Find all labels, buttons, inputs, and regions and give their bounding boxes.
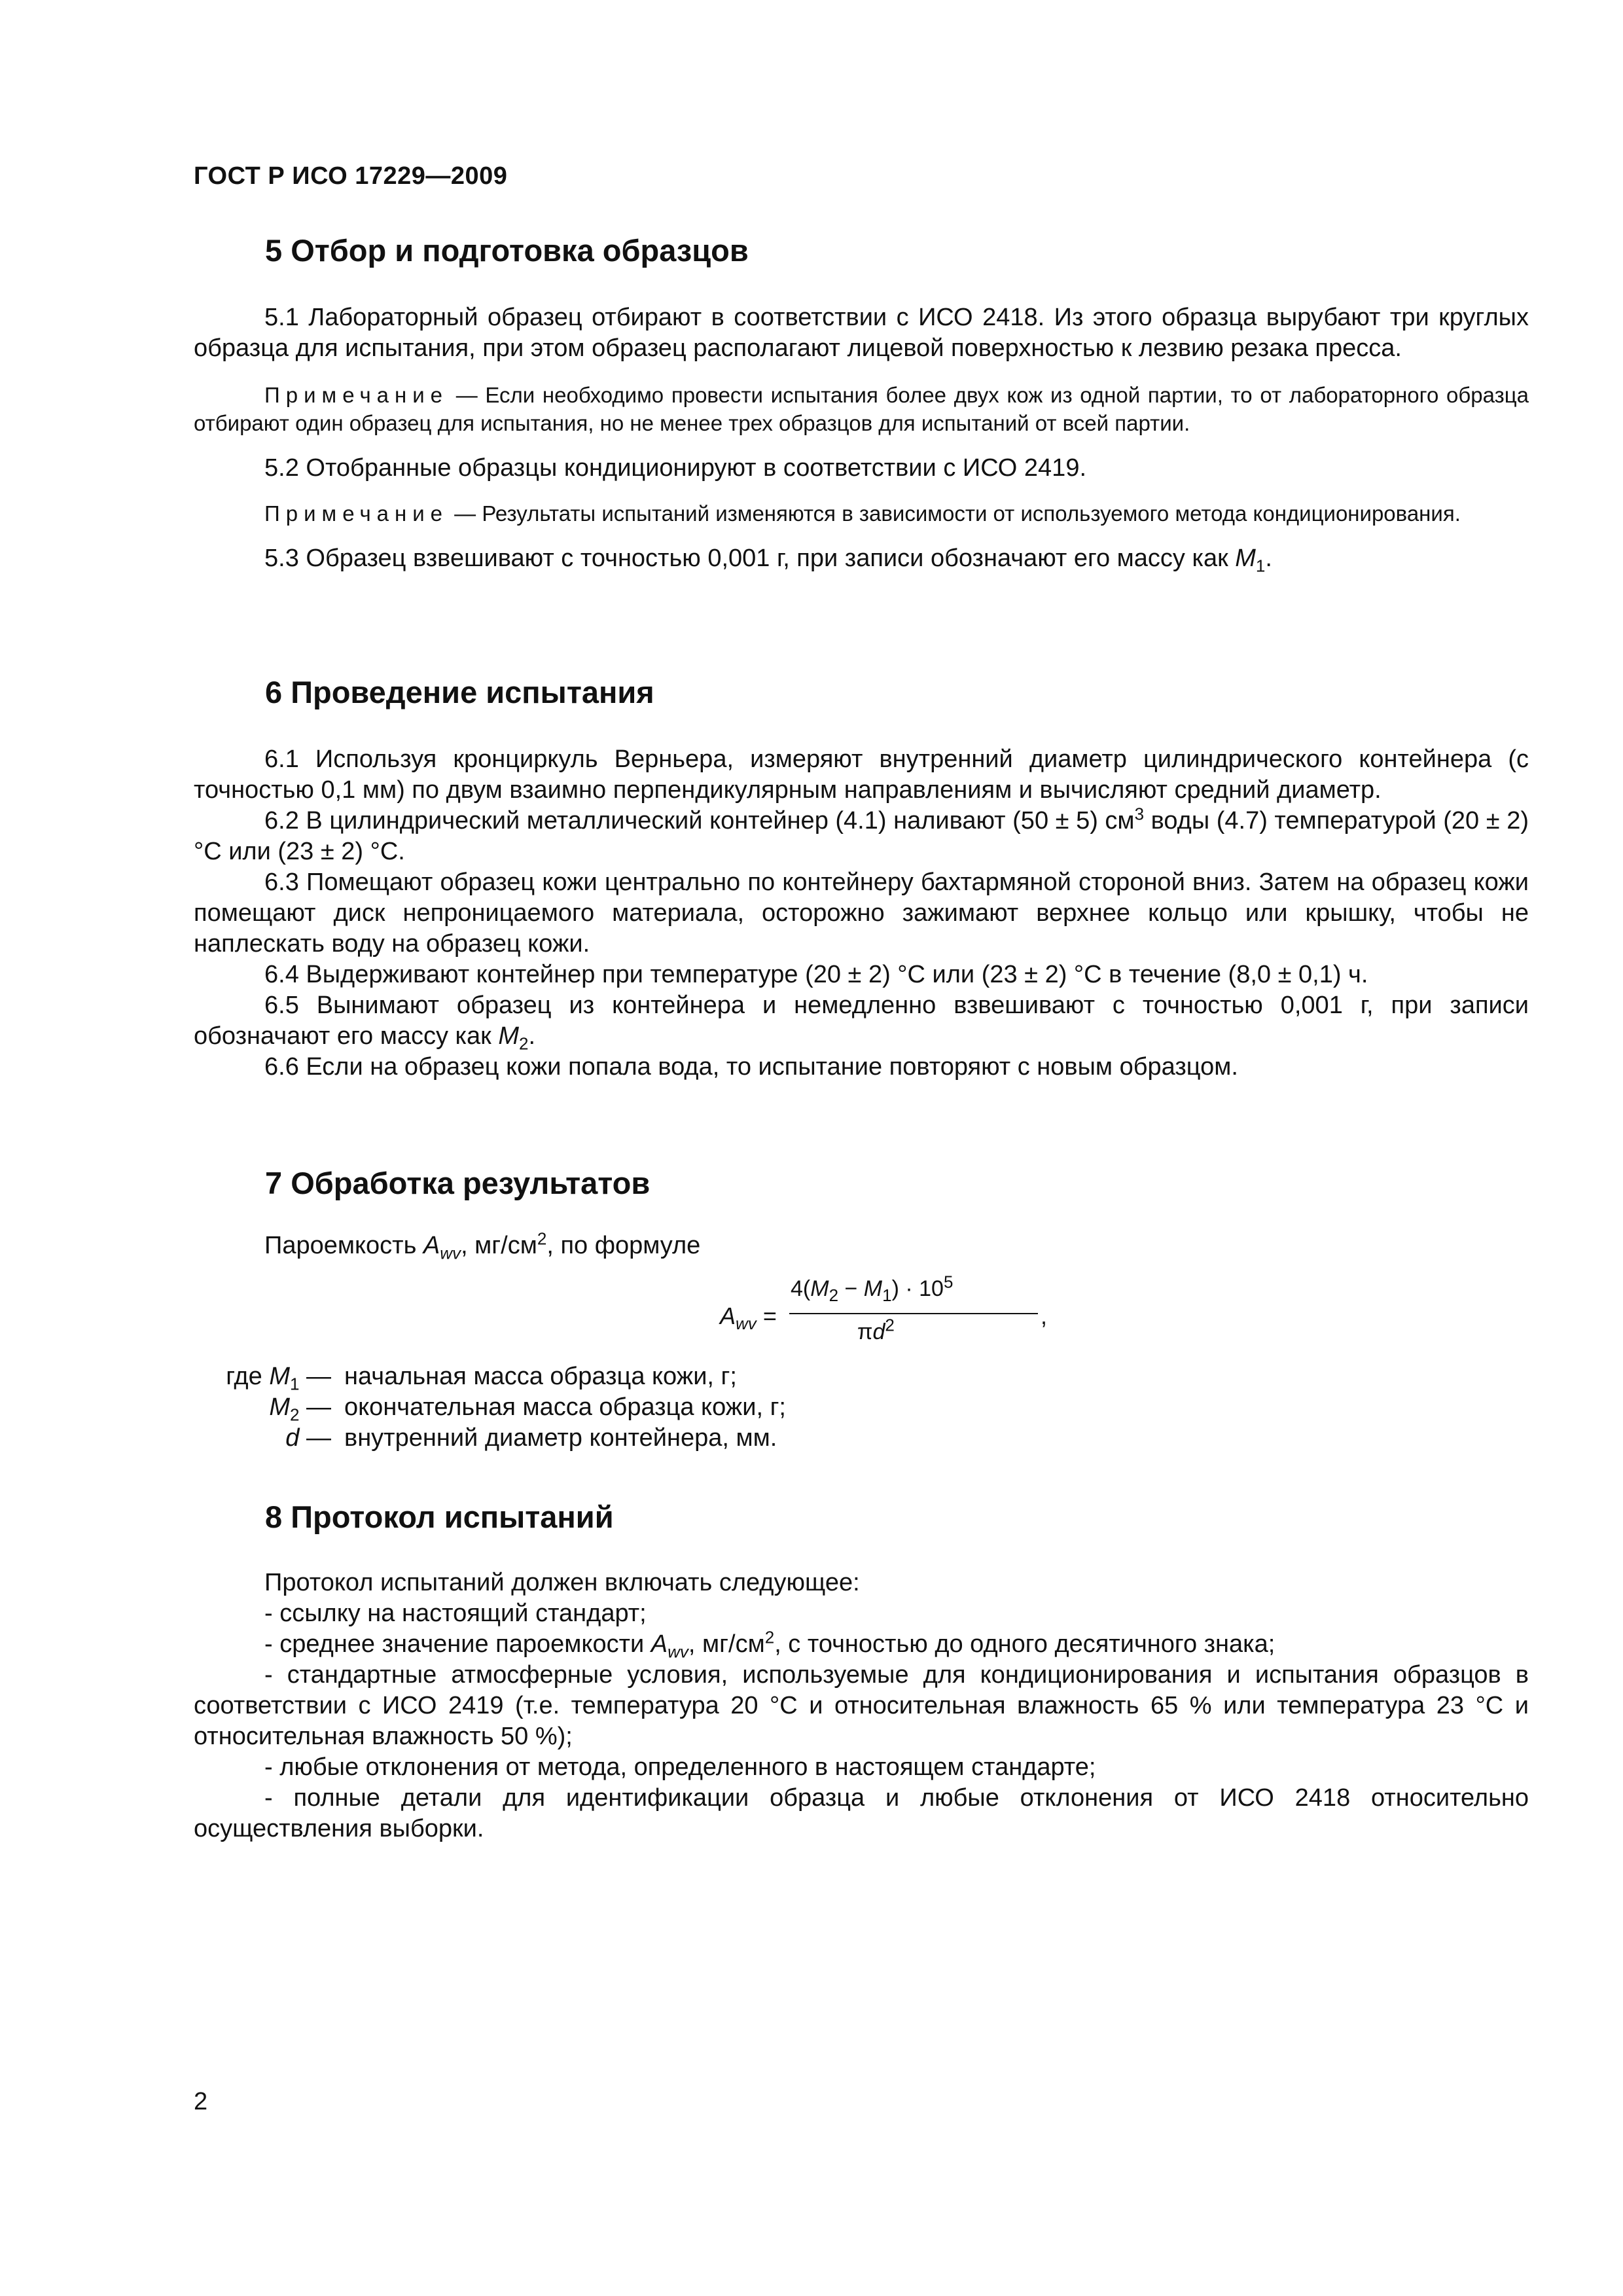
where-row-d: d — внутренний диаметр контейнера, мм. [285, 1424, 777, 1452]
section-6-heading: 6 Проведение испытания [265, 675, 654, 709]
protocol-intro: Протокол испытаний должен включать следующее: [264, 1569, 860, 1596]
where-row-m1: где $M_1$ — начальная масса образца кожи, г; [226, 1363, 737, 1394]
paragraph-6-6: 6.6 Если на образец кожи попала вода, то испытание повторяют с новым образцом. [264, 1053, 1238, 1081]
formula-comma: , [1041, 1302, 1048, 1329]
page-number: 2 [194, 2088, 208, 2115]
protocol-item-2: - среднее значение пароемкости $A_{wv}$, $мг/см^2$, с точностью до одного десятичного знака; [264, 1627, 1275, 1662]
paragraph-5-1: 5.1 Лабораторный образец отбирают в соответствии с ИСО 2418. Из этого образца вырубают три круглых образца для испытания, при этом образец располагают лицевой поверхностью к лезвию резака пресса. [194, 304, 1529, 362]
section-7-heading: 7 Обработка результатов [265, 1166, 651, 1200]
paragraph-7-intro: Пароемкость $A_{wv}$, $мг/см^2$, по формуле [264, 1229, 701, 1263]
paragraph-6-1: 6.1 Используя кронциркуль Верньера, измеряют внутренний диаметр цилиндрического контейнера (с точностью 0,1 мм) по двум взаимно перпендикулярным направлениям и вычисляют средний диаметр. [194, 745, 1529, 804]
formula [720, 1272, 1086, 1368]
section-8-heading: 8 Протокол испытаний [265, 1499, 614, 1534]
paragraph-5-3: 5.3 Образец взвешивают с точностью 0,001 г, при записи обозначают его массу как $M_1$. [264, 545, 1272, 576]
section-5-body [194, 302, 1529, 574]
note-label: Примечание [264, 383, 449, 407]
section-6-body [194, 744, 1529, 1083]
fraction-bar [789, 1313, 1038, 1314]
section-5-heading: 5 Отбор и подготовка образцов [265, 233, 749, 268]
formula-numerator: $4(M_2 - M_1) \cdot 10^5$ [791, 1272, 954, 1305]
protocol-item-5: - полные детали для идентификации образца и любые отклонения от ИСО 2418 относительно осуществления выборки. [194, 1784, 1529, 1842]
note-2: Примечание — Результаты испытаний изменяются в зависимости от используемого метода кондиционирования. [264, 501, 1461, 526]
paragraph-6-3: 6.3 Помещают образец кожи центрально по контейнеру бахтармяной стороной вниз. Затем на образец кожи помещают диск непроницаемого материала, осторожно зажимают верхнее кольцо или крышку, чтобы не наплескать воду на образец кожи. [194, 869, 1529, 958]
paragraph-6-2: 6.2 В цилиндрический металлический контейнер (4.1) наливают (50 ± 5) $см^3$ воды (4.7) температурой (20 ± 2) °С или (23 ± 2) °С. [194, 804, 1529, 865]
note-1: Примечание — Если необходимо провести испытания более двух кож из одной партии, то от лабораторного образца отбирают один образец для испытания, но не менее трех образцов для испытаний от всей партии. [194, 383, 1529, 435]
note-label: Примечание [264, 501, 449, 526]
protocol-item-1: - ссылку на настоящий стандарт; [264, 1600, 647, 1627]
section-7-intro [194, 1230, 1529, 1261]
protocol-item-3: - стандартные атмосферные условия, используемые для кондиционирования и испытания образцов в соответствии с ИСО 2419 (т.е. температура 20 °С и относительная влажность 65 % или температура 23 °С и относительная влажность 50 %); [194, 1661, 1529, 1750]
paragraph-6-5: 6.5 Вынимают образец из контейнера и немедленно взвешивают с точностью 0,001 г, при записи обозначают его массу как $M_2$. [194, 992, 1529, 1054]
protocol-item-4: - любые отклонения от метода, определенного в настоящем стандарте; [264, 1753, 1096, 1781]
paragraph-6-4: 6.4 Выдерживают контейнер при температуре (20 ± 2) °С или (23 ± 2) °С в течение (8,0 ± 0,1) ч. [264, 961, 1368, 988]
formula-lhs: $A_{wv}$ = [720, 1302, 777, 1334]
paragraph-5-2: 5.2 Отобранные образцы кондиционируют в соответствии с ИСО 2419. [264, 454, 1087, 482]
section-8-body [194, 1568, 1529, 1844]
formula-denominator: $\pi d^2$ [857, 1315, 895, 1344]
document-header: ГОСТ Р ИСО 17229—2009 [194, 162, 508, 190]
where-list [194, 1361, 1110, 1454]
where-row-m2: $M_2$ — окончательная масса образца кожи, г; [269, 1393, 786, 1425]
